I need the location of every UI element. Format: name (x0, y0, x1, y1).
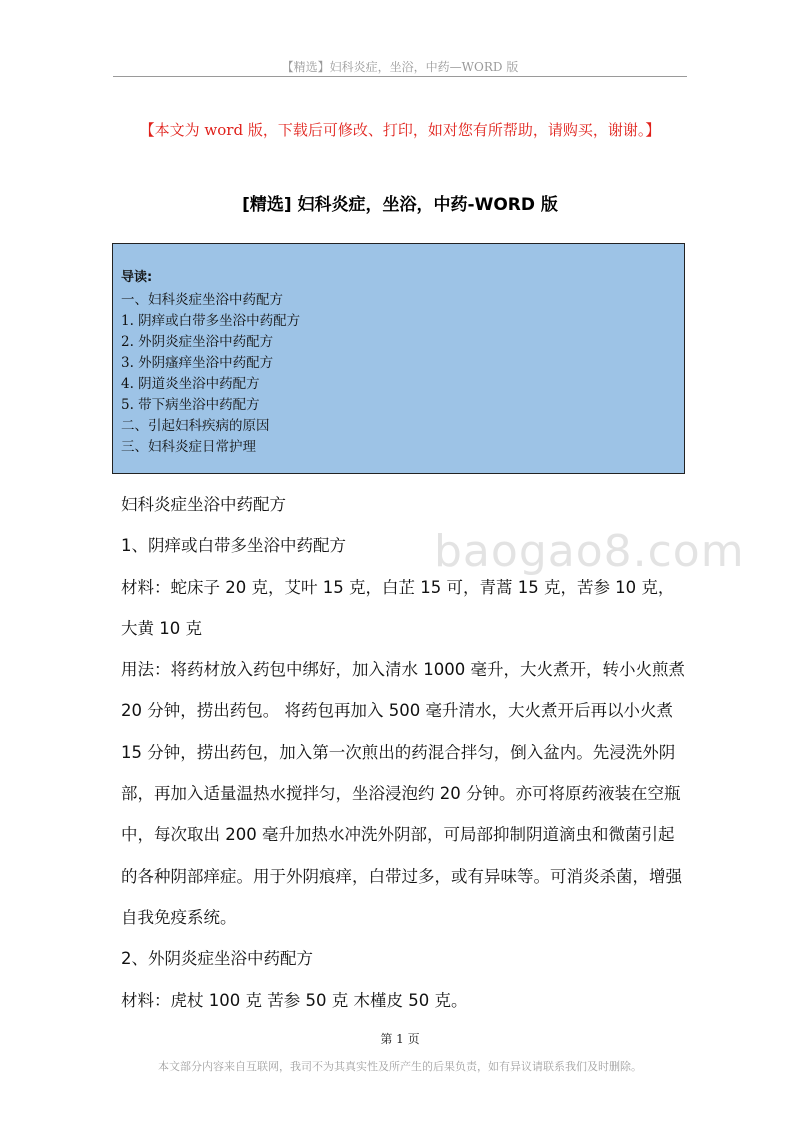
toc-item: 三、妇科炎症日常护理 (121, 439, 256, 455)
document-body (121, 484, 687, 1021)
materials-paragraph: 材料：蛇床子 20 克，艾叶 15 克，白芷 15 可，青蒿 15 克，苦参 10 克，大黄 10 克 (121, 577, 675, 638)
toc-label: 导读: (121, 270, 153, 285)
toc-item: 4. 阴道炎坐浴中药配方 (121, 376, 260, 392)
section-heading: 妇科炎症坐浴中药配方 (121, 495, 286, 514)
toc-item: 3. 外阴瘙痒坐浴中药配方 (121, 355, 274, 371)
table-of-contents (112, 243, 685, 474)
header-divider (113, 76, 687, 77)
materials-paragraph: 材料：虎杖 100 克 苦参 50 克 木槿皮 50 克。 (121, 990, 468, 1010)
watermark: baogao8.com (434, 526, 745, 577)
page-header: 【精选】妇科炎症，坐浴，中药—WORD 版 (281, 60, 519, 74)
subsection-heading: 1、阴痒或白带多坐浴中药配方 (121, 536, 346, 556)
page-footer-disclaimer: 本文部分内容来自互联网，我司不为其真实性及所产生的后果负责，如有异议请联系我们及时删除。 (158, 1060, 642, 1073)
toc-item: 1. 阴痒或白带多坐浴中药配方 (121, 313, 301, 329)
usage-paragraph: 用法：将药材放入药包中绑好，加入清水 1000 毫升，大火煮开，转小火煎煮 20 分钟，捞出药包。 将药包再加入 500 毫升清水，大火煮开后再以小火煮 15 分钟，捞出药包，加入第一次煎出的药混合拌匀，倒入盆内。先浸洗外阴部，再加入适量温热水搅拌匀，坐浴浸泡约 20 分钟。亦可将原药液装在空瓶中，每次取出 200 毫升加热水冲洗外阴部，可局部抑制阴道滴虫和微菌引起的各种阴部痒症。用于外阴痕痒，白带过多，或有异味等。可消炎杀菌，增强自我免疫系统。 (121, 660, 685, 927)
document-title: [精选] 妇科炎症，坐浴，中药-WORD 版 (242, 195, 558, 215)
subsection-heading: 2、外阴炎症坐浴中药配方 (121, 949, 313, 969)
toc-item: 一、妇科炎症坐浴中药配方 (121, 292, 283, 308)
toc-item: 5. 带下病坐浴中药配方 (121, 397, 260, 413)
purchase-notice: 【本文为 word 版，下载后可修改、打印，如对您有所帮助，请购买，谢谢。】 (139, 121, 661, 139)
toc-item: 2. 外阴炎症坐浴中药配方 (121, 334, 274, 350)
toc-item: 二、引起妇科疾病的原因 (121, 418, 270, 434)
page-number: 第 1 页 (380, 1032, 420, 1046)
